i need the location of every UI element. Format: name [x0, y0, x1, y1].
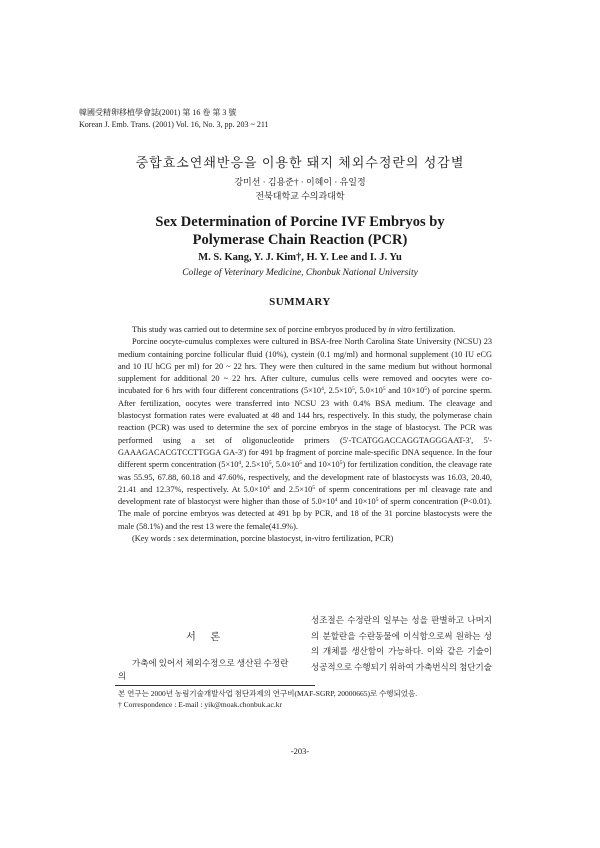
- exponent: 5: [268, 460, 272, 467]
- abstract-text: Porcine oocyte-cumulus complexes were cultured in BSA-free North Carolina State University (NCSU) 23 medium containing porcine follicular fluid (10%), cystein (0.1 mg/ml) and hormonal supplement (10 IU eCG and 10 IU hCG per ml) for 20 ~ 22 hrs. They were then cultured in the same medium but without hormonal supplement for additional 20 ~ 22 hrs. After culture, cumulus cells were removed and oocytes were co-incubated for 6 hrs with four different concentrations (5×10: [118, 337, 492, 396]
- exponent: 5: [339, 460, 343, 467]
- page-number: -203-: [290, 746, 310, 756]
- english-title-line-2: Polymerase Chain Reaction (PCR): [192, 232, 408, 248]
- intro-left-text: 가축에 있어서 체외수정으로 생산된 수정란의: [118, 658, 289, 681]
- journal-header: [79, 107, 269, 131]
- abstract-text: and 10×10: [385, 386, 425, 396]
- summary-heading: SUMMARY: [269, 296, 331, 308]
- keywords: (Key words : sex determination, porcine blastocyst, in-vitro fertilization, PCR): [132, 534, 394, 544]
- intro-left-column: [118, 628, 294, 683]
- english-title-line-1: Sex Determination of Porcine IVF Embryos by: [155, 214, 445, 230]
- introduction-heading: 서 론: [186, 632, 226, 643]
- exponent: 5: [424, 386, 427, 393]
- abstract-text: , 2.5×10: [323, 386, 352, 396]
- abstract-paragraph-1: [118, 324, 492, 336]
- abstract-text: , 5.0×10: [271, 460, 300, 470]
- abstract-paragraph-2: [118, 336, 492, 533]
- korean-title: 중합효소연쇄반응을 이용한 돼지 체외수정란의 성감별: [135, 155, 465, 170]
- korean-affiliation: 전북대학교 수의과대학: [255, 191, 345, 201]
- correspondence-footnote: † Correspondence : E-mail : yik@moak.chonbuk.ac.kr: [118, 700, 282, 709]
- exponent: 5: [312, 484, 316, 491]
- korean-authors-block: [0, 175, 600, 203]
- abstract-text: of sperm concentration (P<0.01). The male of porcine embryos was detected at 491 bp by PCR, and 18 of the 31 porcine blastocysts were the male (58.1%) and the rest 13 were the female(41.9%).: [118, 497, 492, 531]
- abstract-text: , 5.0×10: [354, 386, 383, 396]
- korean-authors: 강미선 · 김용준† · 이혜이 · 유일정: [234, 177, 366, 187]
- exponent: 5: [382, 386, 386, 393]
- abstract-p1-text: This study was carried out to determine sex of porcine embryos produced by: [132, 325, 389, 334]
- footnote-divider: [115, 685, 315, 686]
- exponent: 4: [321, 386, 324, 393]
- exponent: 4: [267, 484, 270, 491]
- abstract-text: , 2.5×10: [241, 460, 269, 470]
- english-affiliation: College of Veterinary Medicine, Chonbuk National University: [182, 268, 418, 278]
- footnotes: [118, 688, 417, 710]
- journal-name-english: Korean J. Emb. Trans. (2001) Vol. 16, No. 3, pp. 203 ~ 211: [79, 120, 269, 129]
- abstract-text: ) of porcine sperm. After fertilization, oocytes were transferred into NCSU 23 with 0.4% BSA medium. The cleavage and blastocyst formation rates were evaluated at 48 and 144 hrs, respectively. In this study, the polymerase chain reaction (PCR) was used to determine the sex of porcine embryos in the stage of blastocyst. The PCR was performed using a set of oligonucleotide primers (5'-TCATGGACCAGGTAGGGAAT-3', 5'-GAAAGACACGTCCTTGGA GA-3') for 491 bp fragment of porcine male-specific DNA sequence. In the four different sperm concentration (5×10: [118, 386, 492, 470]
- exponent: 4: [334, 497, 338, 504]
- abstract-p1-text-end: fertilization.: [412, 325, 456, 334]
- abstract-p1-italic: in vitro: [388, 325, 413, 334]
- exponent: 4: [238, 460, 242, 467]
- abstract-text: ) for fertilization condition, the cleavage rate was 55.95, 67.88, 60.18 and 47.60%, respectively, and the development rate of blastocysts was 16.03, 20.40, 21.41 and 12.37%, respectively. At 5.0×10: [118, 460, 492, 494]
- exponent: 5: [299, 460, 302, 467]
- abstract-text: and 2.5×10: [269, 484, 313, 494]
- exponent: 5: [375, 497, 379, 504]
- abstract-text: and 10×10: [337, 497, 376, 507]
- intro-right-column: 성조절은 수정란의 일부는 성을 판별하고 나머지의 분할란을 수란동물에 이식함으로써 원하는 성의 개체를 생산함이 가능하다. 이와 같은 기술이 성공적으로 수행되기 위하여 가축번식의 첨단기술: [311, 615, 492, 672]
- abstract: [118, 324, 492, 545]
- journal-name-korean: 韓國受精卵移植學會誌(2001) 第 16 卷 第 3 號: [79, 108, 237, 117]
- english-authors: M. S. Kang, Y. J. Kim†, H. Y. Lee and I. J. Yu: [198, 252, 402, 263]
- abstract-text: and 10×10: [301, 460, 340, 470]
- funding-footnote: 본 연구는 2000년 농림기술개발사업 첨단과제의 연구비(MAF-SGRP, 20000665)로 수행되었음.: [118, 689, 418, 698]
- english-title: [0, 213, 600, 249]
- abstract-text: of sperm concentrations per ml cleavage rate and development rate of blastocyst were higher than those of 5.0×10: [118, 484, 492, 507]
- exponent: 5: [351, 386, 355, 393]
